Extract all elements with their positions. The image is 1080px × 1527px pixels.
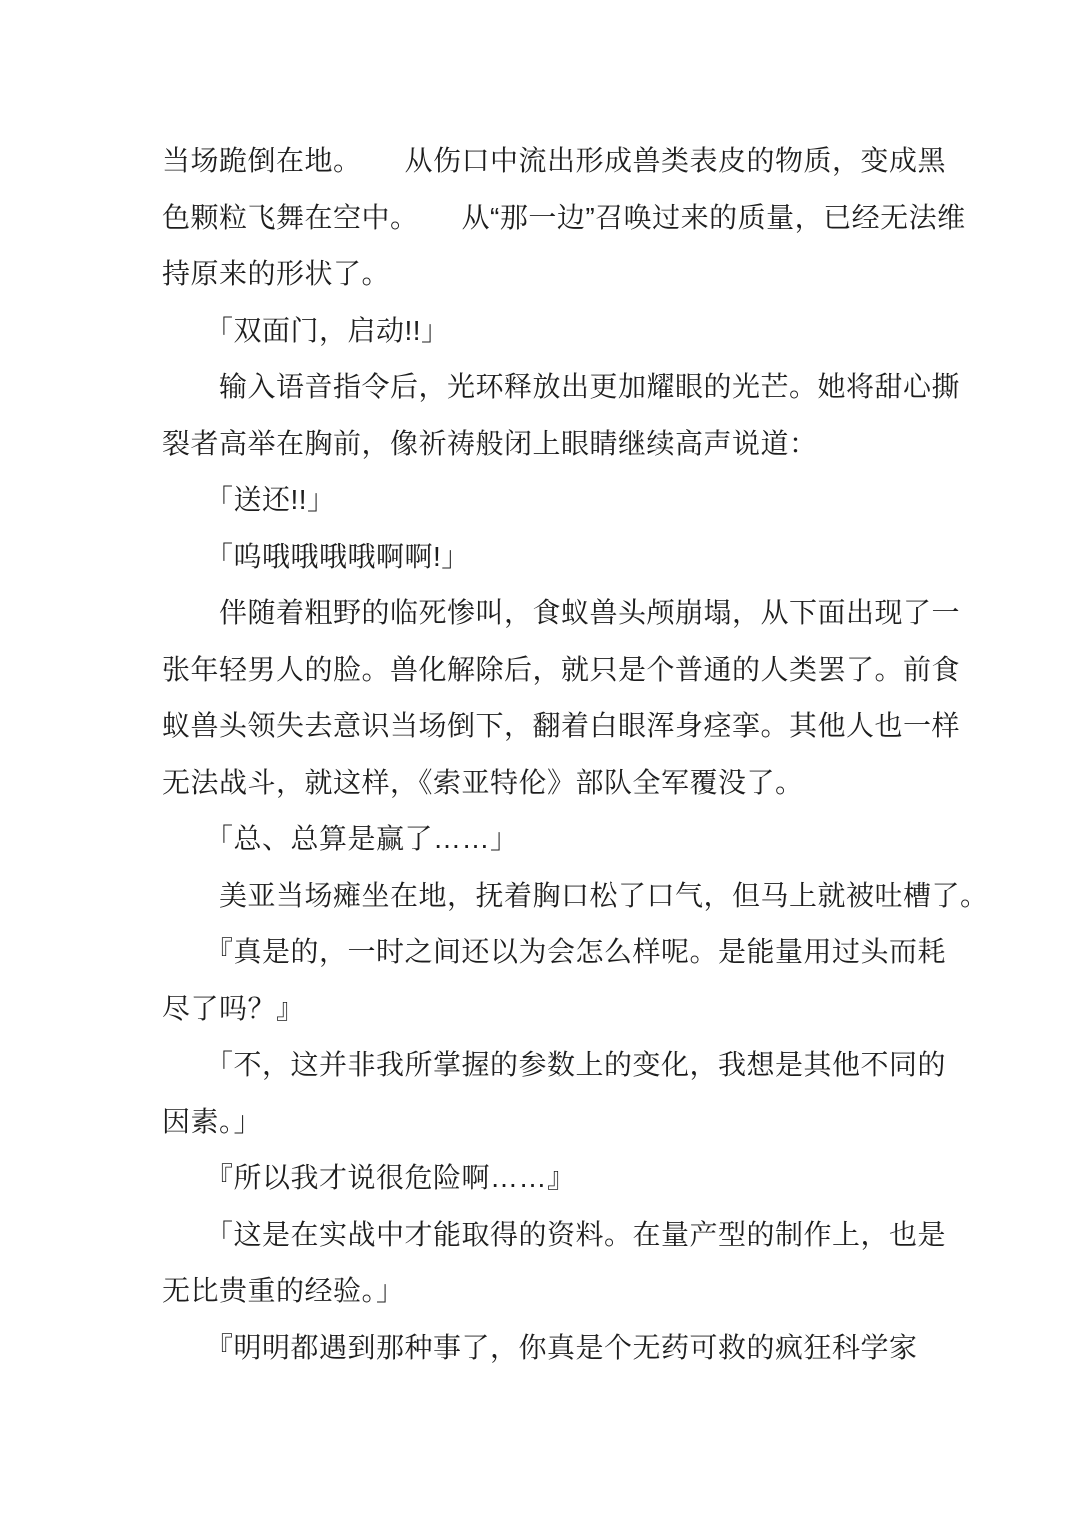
text-line: 持原来的形状了。 <box>162 258 391 289</box>
text-line: 输入语音指令后，光环释放出更加耀眼的光芒。她将甜心撕 <box>162 371 961 402</box>
text-line: 蚁兽头领失去意识当场倒下，翻着白眼浑身痉挛。其他人也一样 <box>162 710 961 741</box>
text-line: 『真是的，一时之间还以为会怎么样呢。是能量用过头而耗 <box>162 936 947 967</box>
text-line: 「不，这并非我所掌握的参数上的变化，我想是其他不同的 <box>162 1049 947 1080</box>
text-line: 「呜哦哦哦哦啊啊!」 <box>162 540 470 572</box>
text-line: 因素。」 <box>162 1105 263 1137</box>
text-line: 色颗粒飞舞在空中。 从“那一边”召唤过来的质量，已经无法维 <box>162 201 966 233</box>
text-line: 「双面门，启动!!」 <box>162 314 450 346</box>
text-line: 「送还!!」 <box>162 484 336 515</box>
text-line: 「这是在实战中才能取得的资料。在量产型的制作上，也是 <box>162 1218 947 1250</box>
text-line: 无比贵重的经验。」 <box>162 1275 405 1306</box>
text-line: 伴随着粗野的临死惨叫，食蚁兽头颅崩塌，从下面出现了一 <box>162 597 961 628</box>
text-line: 尽了吗？』 <box>162 992 305 1024</box>
text-line: 『明明都遇到那种事了，你真是个无药可救的疯狂科学家 <box>162 1331 918 1363</box>
text-line: 裂者高举在胸前，像祈祷般闭上眼睛继续高声说道： <box>162 427 818 459</box>
text-block <box>162 133 989 1376</box>
text-line: 张年轻男人的脸。兽化解除后，就只是个普通的人类罢了。前食 <box>162 653 961 685</box>
text-line: 无法战斗，就这样，《索亚特伦》部队全军覆没了。 <box>162 766 804 798</box>
text-line: 美亚当场瘫坐在地，抚着胸口松了口气，但马上就被吐槽了。 <box>162 879 989 911</box>
text-line: 『所以我才说很危险啊……』 <box>162 1162 576 1193</box>
text-line: 「总、总算是赢了……」 <box>162 823 519 854</box>
text-line: 当场跪倒在地。 从伤口中流出形成兽类表皮的物质，变成黑 <box>162 145 947 176</box>
